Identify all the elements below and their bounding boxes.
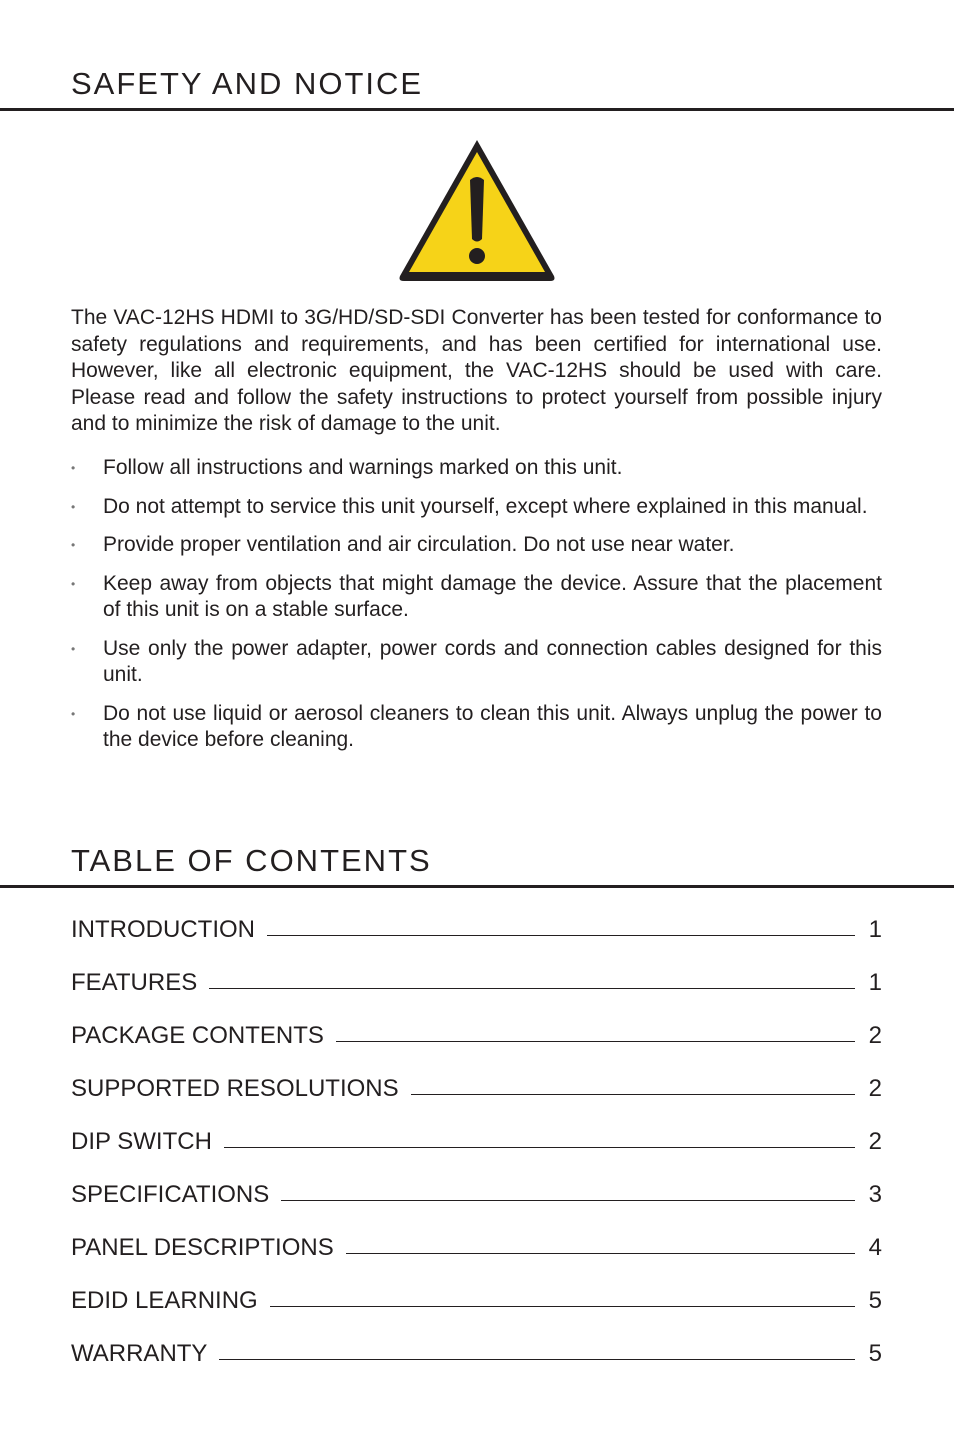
toc-leader-line (346, 1253, 855, 1254)
bullet-icon: • (71, 499, 76, 514)
toc-entry-page: 1 (868, 969, 882, 996)
toc-entry-page: 5 (868, 1340, 882, 1367)
warning-triangle-icon (396, 136, 558, 284)
toc-entry-supported-resolutions[interactable] (71, 1050, 882, 1103)
toc-leader-line (270, 1306, 855, 1307)
toc-entry-specifications[interactable] (71, 1156, 882, 1209)
toc-entry-label: EDID LEARNING (71, 1287, 258, 1314)
list-item (71, 532, 882, 559)
toc-entry-package-contents[interactable] (71, 997, 882, 1050)
toc-leader-line (336, 1041, 855, 1042)
toc-leader-line (267, 935, 855, 936)
toc-entry-label: PANEL DESCRIPTIONS (71, 1234, 334, 1261)
bullet-icon: • (71, 706, 76, 721)
toc-heading-rule (0, 885, 954, 888)
bullet-text: Keep away from objects that might damage the device. Assure that the placement of this unit is on a stable surface. (103, 571, 882, 621)
toc-entry-edid-learning[interactable] (71, 1262, 882, 1315)
toc-entry-label: DIP SWITCH (71, 1128, 212, 1155)
toc-entry-features[interactable] (71, 944, 882, 997)
list-item (71, 494, 882, 521)
toc-entry-page: 2 (868, 1128, 882, 1155)
list-item (71, 636, 882, 689)
toc-entry-label: WARRANTY (71, 1340, 208, 1367)
safety-bullet-list (71, 455, 882, 766)
toc-entry-panel-descriptions[interactable] (71, 1209, 882, 1262)
toc-entry-dip-switch[interactable] (71, 1103, 882, 1156)
list-item (71, 701, 882, 754)
bullet-text: Follow all instructions and warnings marked on this unit. (103, 456, 623, 479)
safety-intro: The VAC-12HS HDMI to 3G/HD/SD-SDI Converter has been tested for conformance to safety regulations and requirements, and has been certified for international use. However, like all electronic equipment, the VAC-12HS should be used with care. Please read and follow the safety instructions to protect yourself from possible injury and to minimize the risk of damage to the unit. (71, 306, 882, 435)
toc-heading: TABLE OF CONTENTS (71, 843, 432, 878)
toc-leader-line (209, 988, 854, 989)
toc-entry-label: SPECIFICATIONS (71, 1181, 270, 1208)
toc-entry-label: FEATURES (71, 969, 198, 996)
toc-leader-line (219, 1359, 854, 1360)
toc-entry-page: 2 (868, 1022, 882, 1049)
toc-entry-introduction[interactable] (71, 908, 882, 944)
bullet-text: Provide proper ventilation and air circulation. Do not use near water. (103, 533, 735, 556)
toc-entry-page: 1 (868, 916, 882, 943)
toc-entry-page: 4 (868, 1234, 882, 1261)
list-item (71, 455, 882, 482)
toc-leader-line (281, 1200, 854, 1201)
bullet-text: Do not attempt to service this unit yourself, except where explained in this manual. (103, 494, 868, 518)
bullet-icon: • (71, 641, 76, 656)
toc-entry-page: 5 (868, 1287, 882, 1314)
toc-entry-label: PACKAGE CONTENTS (71, 1022, 324, 1049)
toc-leader-line (411, 1094, 855, 1095)
safety-heading-rule (0, 108, 954, 111)
safety-heading: SAFETY AND NOTICE (71, 66, 424, 101)
table-of-contents (71, 908, 882, 1368)
toc-leader-line (224, 1147, 855, 1148)
bullet-icon: • (71, 538, 76, 552)
bullet-text: Use only the power adapter, power cords and connection cables designed for this unit. (103, 636, 882, 686)
toc-entry-label: SUPPORTED RESOLUTIONS (71, 1075, 399, 1102)
list-item (71, 571, 882, 624)
toc-entry-page: 2 (868, 1075, 882, 1102)
toc-entry-page: 3 (868, 1181, 882, 1208)
toc-entry-warranty[interactable] (71, 1315, 882, 1368)
toc-entry-label: INTRODUCTION (71, 916, 255, 943)
bullet-text: Do not use liquid or aerosol cleaners to clean this unit. Always unplug the power to the device before cleaning. (103, 701, 882, 751)
bullet-icon: • (71, 461, 76, 475)
bullet-icon: • (71, 576, 76, 591)
